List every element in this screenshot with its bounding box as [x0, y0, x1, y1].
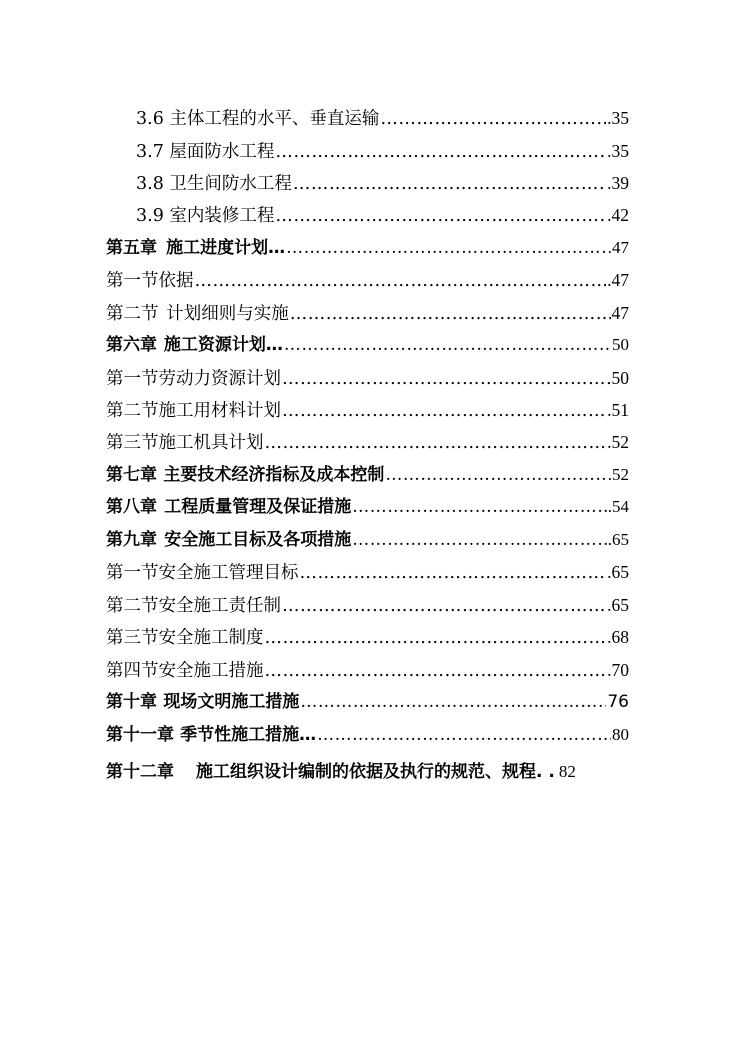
toc-leader-dots	[293, 173, 606, 195]
toc-entry-label: 3.6 主体工程的水平、垂直运输	[136, 109, 380, 129]
toc-page-number: .39	[607, 173, 629, 193]
toc-page-number: .52	[607, 432, 629, 452]
toc-entry-chapter-5[interactable]	[106, 237, 629, 259]
toc-chapter-title: 安全施工目标及各项措施	[164, 530, 352, 550]
toc-entry-label: 第一节劳动力资源计划	[106, 369, 281, 389]
toc-page-number: .47	[607, 270, 629, 290]
toc-chapter-number: 第十一章	[106, 725, 174, 745]
toc-page-number: .65	[607, 562, 629, 582]
toc-entry-section[interactable]	[106, 367, 629, 390]
toc-page-number: .70	[607, 660, 629, 680]
toc-entry-section[interactable]	[106, 399, 629, 422]
toc-leader-dots	[265, 627, 607, 649]
toc-entry-section[interactable]	[106, 626, 629, 649]
toc-entry-section[interactable]	[106, 431, 629, 454]
toc-leader-dots	[282, 368, 611, 390]
toc-page-number: .47	[607, 238, 629, 257]
toc-entry-section[interactable]	[106, 594, 629, 617]
toc-page-number: .54	[607, 497, 629, 516]
toc-leader-dots	[286, 237, 607, 259]
toc-entry-label: 第一节安全施工管理目标	[106, 563, 299, 583]
toc-entry-chapter-11[interactable]	[106, 724, 629, 746]
toc-page-number: .51	[607, 400, 629, 420]
toc-leader-dots	[317, 724, 611, 746]
toc-chapter-number: 第十二章	[106, 762, 174, 782]
toc-chapter-title: 施工资源计划…	[163, 335, 283, 355]
toc-leader-dots	[282, 400, 606, 422]
toc-page-number: .42	[607, 205, 629, 225]
toc-entry-label: 第二节安全施工责任制	[106, 596, 281, 616]
toc-page-number: .65	[607, 595, 629, 615]
toc-chapter-title: 施工组织设计编制的依据及执行的规范、规程. .	[196, 762, 555, 782]
toc-entry-label: 第二节	[106, 304, 159, 324]
toc-leader-dots	[352, 529, 606, 551]
toc-entry-section[interactable]	[106, 302, 629, 325]
toc-entry-chapter-6[interactable]	[106, 334, 629, 356]
toc-entry-chapter-8[interactable]	[106, 496, 629, 518]
toc-chapter-number: 第五章	[106, 238, 157, 258]
toc-chapter-title: 现场文明施工措施	[163, 692, 300, 712]
toc-entry-chapter-12[interactable]	[106, 761, 632, 783]
toc-leader-dots	[385, 464, 606, 486]
toc-entry-label: 第一节依据	[106, 271, 194, 291]
toc-leader-dots	[352, 496, 606, 518]
toc-page-number: 47	[611, 303, 629, 323]
toc-page-number: 82	[558, 762, 576, 781]
toc-chapter-number: 第十章	[106, 692, 157, 712]
toc-entry-section[interactable]	[106, 561, 629, 584]
toc-page-number: .68	[607, 627, 629, 647]
toc-entry-section[interactable]	[106, 269, 629, 292]
toc-page-number: .35	[607, 141, 629, 161]
toc-page-number: .35	[607, 108, 629, 128]
toc-entry-label: 第三节安全施工制度	[106, 628, 264, 648]
toc-entry-chapter-10[interactable]	[106, 691, 629, 713]
toc-entry-section[interactable]	[106, 659, 629, 682]
toc-entry-label: 第三节施工机具计划	[106, 433, 264, 453]
toc-leader-dots	[195, 270, 607, 292]
toc-leader-dots	[282, 595, 606, 617]
toc-leader-dots	[275, 141, 606, 163]
toc-leader-dots	[300, 691, 606, 713]
toc-chapter-number: 第六章	[106, 335, 157, 355]
toc-leader-dots	[300, 562, 607, 584]
toc-page-number: 76	[607, 692, 629, 712]
toc-leader-dots	[265, 432, 607, 454]
toc-entry-3-8[interactable]	[136, 172, 629, 195]
toc-page-number: 50	[612, 335, 629, 354]
toc-chapter-number: 第九章	[106, 530, 157, 550]
toc-page-number: 80	[612, 725, 629, 744]
toc-entry-chapter-9[interactable]	[106, 529, 629, 551]
toc-chapter-title: 工程质量管理及保证措施	[164, 497, 352, 517]
toc-leader-dots	[290, 303, 611, 325]
toc-leader-dots	[284, 334, 611, 356]
toc-page-number: .65	[607, 530, 629, 549]
toc-entry-label: 3.8 卫生间防水工程	[136, 174, 292, 194]
toc-leader-dots	[380, 108, 606, 130]
toc-entry-3-7[interactable]	[136, 140, 629, 163]
toc-entry-label: 3.9 室内装修工程	[136, 206, 275, 226]
toc-entry-3-6[interactable]	[136, 107, 629, 130]
toc-entry-label-2: 计划细则与实施	[166, 304, 289, 324]
toc-entry-3-9[interactable]	[136, 204, 629, 227]
toc-chapter-number: 第七章	[106, 465, 157, 485]
toc-chapter-title: 季节性施工措施…	[180, 725, 317, 745]
toc-entry-chapter-7[interactable]	[106, 464, 629, 486]
toc-entry-label: 第二节施工用材料计划	[106, 401, 281, 421]
toc-leader-dots	[275, 205, 606, 227]
toc-page-number: .52	[607, 465, 629, 484]
toc-entry-label: 3.7 屋面防水工程	[136, 142, 275, 162]
toc-chapter-title: 主要技术经济指标及成本控制	[163, 465, 385, 485]
toc-page-number: 50	[611, 368, 629, 388]
toc-chapter-title: 施工进度计划…	[166, 238, 286, 258]
toc-leader-dots	[265, 660, 607, 682]
toc-chapter-number: 第八章	[106, 497, 157, 517]
toc-entry-label: 第四节安全施工措施	[106, 661, 264, 681]
